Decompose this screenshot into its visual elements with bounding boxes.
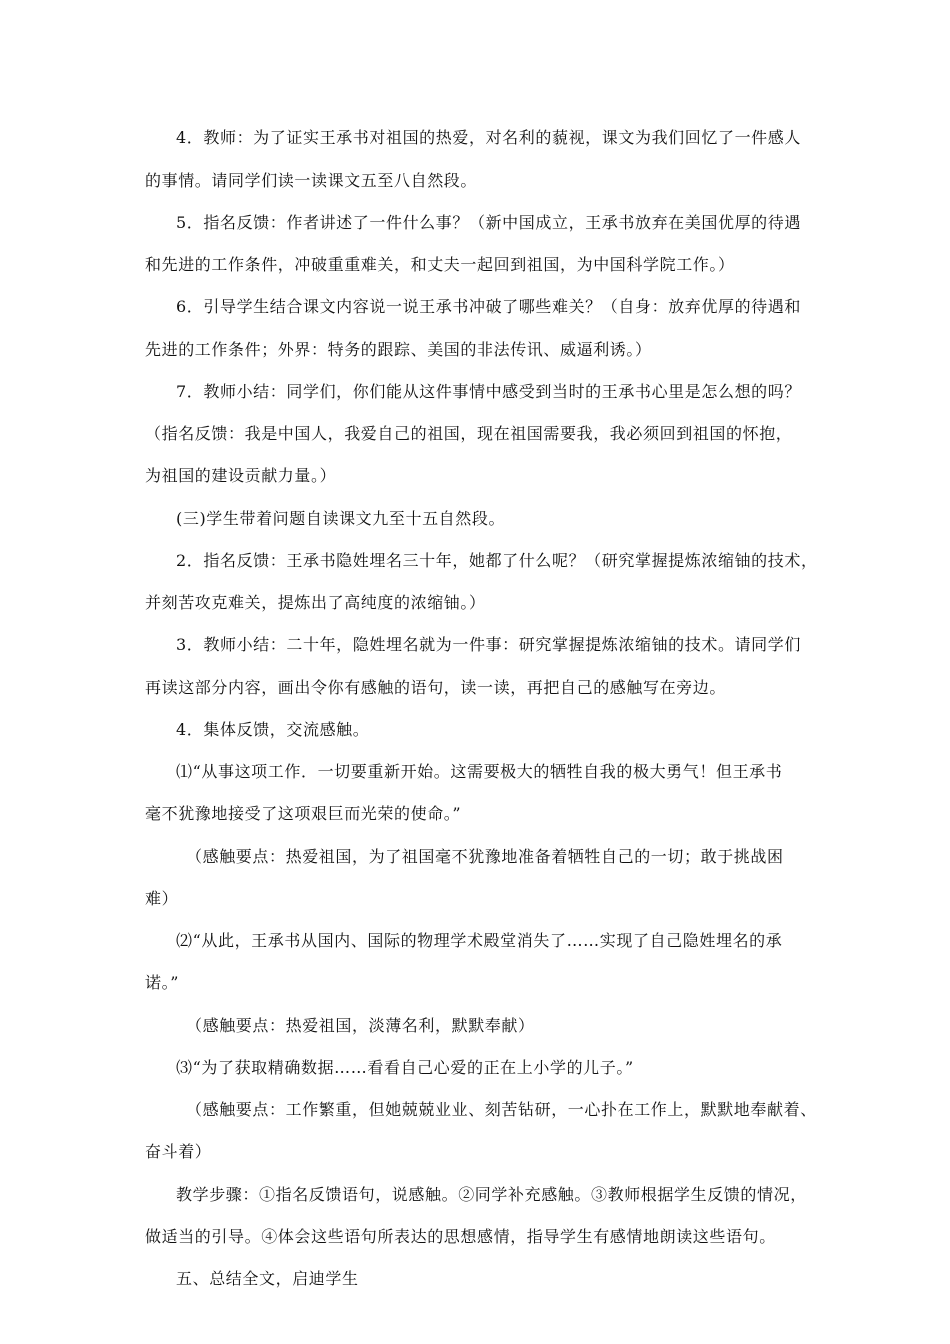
text-line: 并刻苦攻克难关，提炼出了高纯度的浓缩铀。） [145,593,486,612]
text-line: 4．教师：为了证实王承书对祖国的热爱，对名利的藐视，课文为我们回忆了一件感人 [176,128,801,147]
text-line: 诺。” [145,973,179,992]
text-line: 教学步骤：①指名反馈语句，说感触。②同学补充感触。③教师根据学生反馈的情况， [176,1185,807,1204]
text-line: （感触要点：工作繁重，但她兢兢业业、刻苦钻研，一心扑在工作上，默默地奉献着、 [186,1100,817,1119]
text-line: 4．集体反馈，交流感触。 [176,720,370,739]
text-line: 毫不犹豫地接受了这项艰巨而光荣的使命。” [145,804,462,823]
text-line: 2．指名反馈：王承书隐姓埋名三十年，她都了什么呢？（研究掌握提炼浓缩铀的技术， [176,551,818,570]
text-line: 5．指名反馈：作者讲述了一件什么事？（新中国成立，王承书放弃在美国优厚的待遇 [176,213,801,232]
text-line: （指名反馈：我是中国人，我爱自己的祖国，现在祖国需要我，我必须回到祖国的怀抱， [145,424,793,443]
text-line: 做适当的引导。④体会这些语句所表达的思想感情，指导学生有感情地朗读这些语句。 [145,1227,776,1246]
text-line: 3．教师小结：二十年，隐姓埋名就为一件事：研究掌握提炼浓缩铀的技术。请同学们 [176,635,801,654]
text-line: ⑶“为了获取精确数据……看看自己心爱的正在上小学的儿子。” [176,1058,634,1077]
text-line: ⑵“从此，王承书从国内、国际的物理学术殿堂消失了……实现了自己隐姓埋名的承 [176,931,783,950]
text-line: 难） [145,889,179,908]
text-line: 为祖国的建设贡献力量。） [145,466,337,485]
section-heading: 五、总结全文，启迪学生 [176,1269,359,1288]
text-line: 奋斗着） [145,1142,212,1161]
text-line: 先进的工作条件；外界：特务的跟踪、美国的非法传讯、威逼利诱。） [145,340,652,359]
text-line: (三)学生带着问题自读课文九至十五自然段。 [176,509,506,528]
text-line: 再读这部分内容，画出令你有感触的语句，读一读，再把自己的感触写在旁边。 [145,678,727,697]
text-line: ⑴“从事这项工作．一切要重新开始。这需要极大的牺牲自我的极大勇气！但王承书 [176,762,783,781]
text-line: （感触要点：热爱祖国，淡薄名利，默默奉献） [186,1016,535,1035]
text-line: 的事情。请同学们读一读课文五至八自然段。 [145,171,478,190]
text-line: 7．教师小结：同学们，你们能从这件事情中感受到当时的王承书心里是怎么想的吗？ [176,382,801,401]
text-line: （感触要点：热爱祖国，为了祖国毫不犹豫地准备着牺牲自己的一切；敢于挑战困 [186,847,784,866]
text-line: 和先进的工作条件，冲破重重难关，和丈夫一起回到祖国，为中国科学院工作。） [145,255,735,274]
text-line: 6．引导学生结合课文内容说一说王承书冲破了哪些难关？（自身：放弃优厚的待遇和 [176,297,801,316]
